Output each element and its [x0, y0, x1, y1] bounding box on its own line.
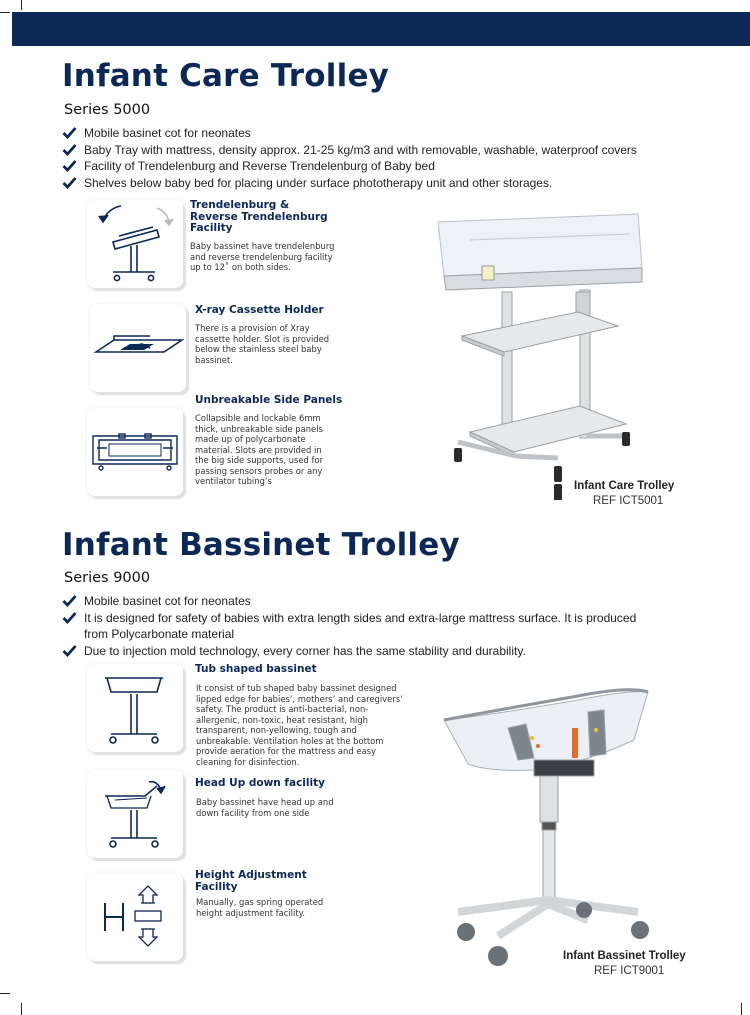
feature-title: Trendelenburg & Reverse Trendelenburg Facility — [190, 199, 328, 234]
infant-care-trolley-photo — [430, 210, 660, 500]
crop-mark — [21, 1003, 22, 1015]
feature-bullet-list — [62, 593, 662, 659]
feature-description: Collapsible and lockable 6mm thick, unbreakable side panels made up of polycarbonate material. Slots are provided in the big side supports, used for passing sensors probes or any ventilator tubing’s — [195, 413, 324, 486]
crop-mark — [21, 0, 22, 10]
bullet-item: Due to injection mold technology, every corner has the same stability and durability. — [62, 643, 662, 660]
series-label: Series 9000 — [64, 570, 151, 586]
product-caption-name: Infant Care Trolley — [574, 480, 675, 492]
header-band — [12, 12, 750, 46]
checkmark-icon — [62, 611, 77, 624]
tub-bassinet-icon — [87, 664, 183, 752]
infant-bassinet-trolley-photo — [438, 680, 668, 970]
feature-card — [87, 408, 183, 496]
feature-title: Tub shaped bassinet — [195, 663, 317, 675]
checkmark-icon — [62, 176, 77, 189]
crop-mark — [741, 1003, 742, 1015]
feature-card — [90, 304, 186, 392]
feature-title: Unbreakable Side Panels — [195, 394, 343, 406]
trendelenburg-icon — [87, 200, 183, 288]
checkmark-icon — [62, 594, 77, 607]
feature-card — [87, 200, 183, 288]
checkmark-icon — [62, 126, 77, 139]
xray-cassette-icon — [90, 304, 186, 392]
checkmark-icon — [62, 159, 77, 172]
feature-title: X-ray Cassette Holder — [195, 304, 324, 316]
section-title-care-trolley: Infant Care Trolley — [62, 58, 390, 94]
bullet-item: Facility of Trendelenburg and Reverse Trendelenburg of Baby bed — [62, 158, 702, 175]
feature-description: Manually, gas spring operated height adjustment facility. — [196, 897, 324, 918]
section-title-bassinet-trolley: Infant Bassinet Trolley — [62, 527, 460, 563]
crop-mark — [0, 12, 10, 13]
bullet-item: Shelves below baby bed for placing under surface phototherapy unit and other storages. — [62, 175, 702, 192]
feature-card — [87, 770, 183, 858]
feature-title: Head Up down facility — [195, 777, 325, 789]
feature-bullet-list — [62, 125, 702, 191]
feature-description: There is a provision of Xray cassette holder. Slot is provided below the stainless steel baby bassinet. — [195, 323, 330, 365]
feature-description: It consist of tub shaped baby bassinet designed lipped edge for babies’, mothers’ and caregivers’ safety. The product is anti-bacterial, non-allergenic, non-toxic, heat resistant, high transparent, non-yellowing, tough and unbreakable. Ventilation holes at the bottom provide aeration for the mattress and easy cleaning for disinfection. — [196, 683, 403, 767]
bullet-item: It is designed for safety of babies with extra length sides and extra-large mattress surface. It is produced from Polycarbonate material — [62, 610, 662, 643]
feature-title: Height Adjustment Facility — [195, 869, 307, 893]
feature-description: Baby bassinet have head up and down facility from one side — [196, 797, 334, 818]
product-caption-name: Infant Bassinet Trolley — [563, 950, 686, 962]
bullet-item: Mobile basinet cot for neonates — [62, 593, 662, 610]
feature-card — [87, 873, 183, 961]
head-up-icon — [87, 770, 183, 858]
feature-card — [87, 664, 183, 752]
side-panel-icon — [87, 408, 183, 496]
product-caption-ref: REF ICT5001 — [593, 495, 664, 507]
product-caption-ref: REF ICT9001 — [594, 965, 665, 977]
height-adjust-icon — [87, 873, 183, 961]
checkmark-icon — [62, 143, 77, 156]
checkmark-icon — [62, 644, 77, 657]
feature-description: Baby bassinet have trendelenburg and reverse trendelenburg facility up to 12˚ on both sides. — [190, 241, 335, 272]
crop-mark — [0, 993, 10, 994]
bullet-item: Baby Tray with mattress, density approx. 21-25 kg/m3 and with removable, washable, waterproof covers — [62, 142, 702, 159]
bullet-item: Mobile basinet cot for neonates — [62, 125, 702, 142]
series-label: Series 5000 — [64, 102, 151, 118]
